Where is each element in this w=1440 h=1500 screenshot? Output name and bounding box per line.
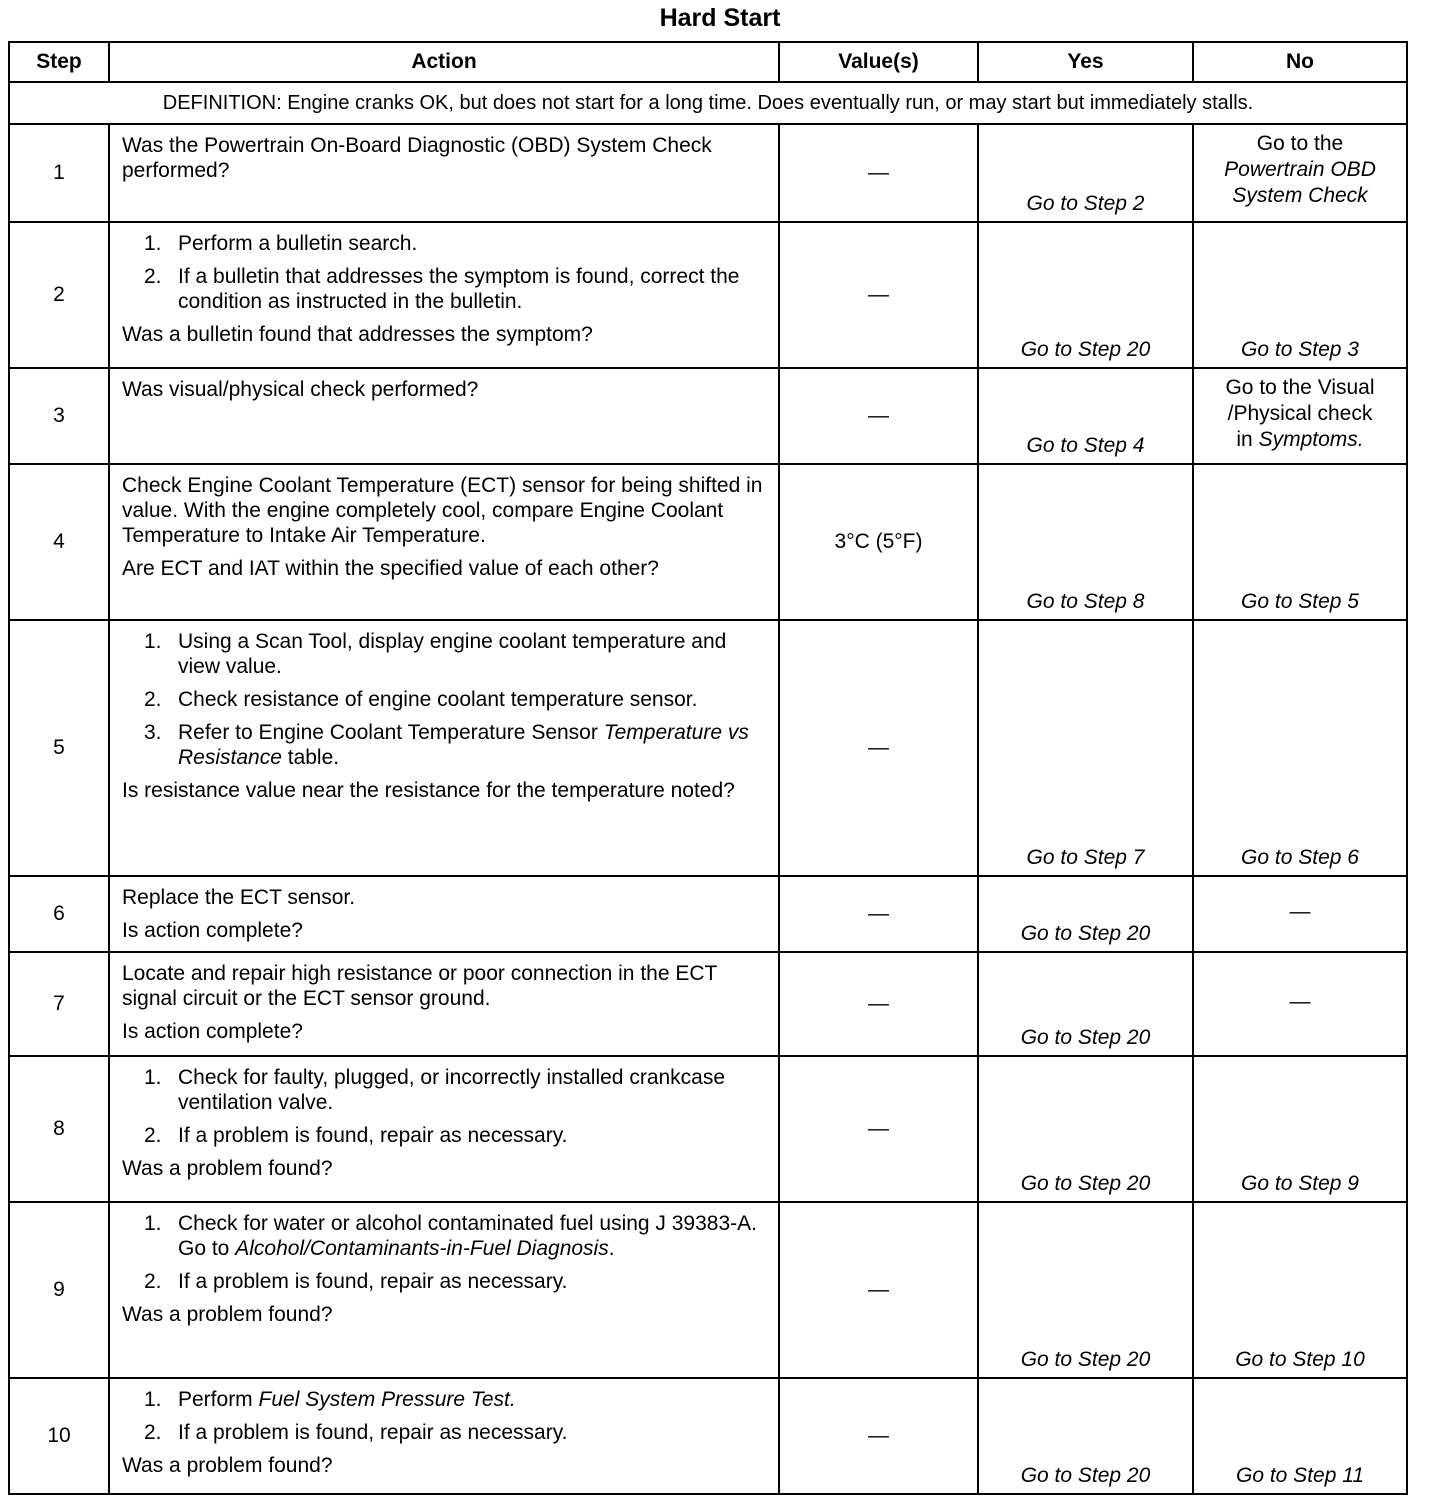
question: Was a bulletin found that addresses the symptom? xyxy=(122,323,593,346)
action-cell xyxy=(109,620,779,876)
value-cell: — xyxy=(779,620,978,876)
header-yes: Yes xyxy=(978,42,1193,82)
no-cell: Go to Step 9 xyxy=(1193,1056,1407,1202)
step-number: 10 xyxy=(9,1378,109,1494)
yes-cell: Go to Step 20 xyxy=(978,876,1193,952)
question: Is action complete? xyxy=(122,1020,303,1043)
table-row xyxy=(9,124,1407,222)
question: Was a problem found? xyxy=(122,1157,333,1180)
no-cell: Go to Step 11 xyxy=(1193,1378,1407,1494)
header-no: No xyxy=(1193,42,1407,82)
table-row xyxy=(9,368,1407,464)
no-cell: Go to Step 3 xyxy=(1193,222,1407,368)
table-row xyxy=(9,1202,1407,1378)
step-number: 7 xyxy=(9,952,109,1056)
question: Is resistance value near the resistance for the temperature noted? xyxy=(122,779,735,802)
no-cell: — xyxy=(1193,876,1407,952)
step-number: 3 xyxy=(9,368,109,464)
action-cell xyxy=(109,464,779,620)
no-cell: Go to Step 10 xyxy=(1193,1202,1407,1378)
value-cell: — xyxy=(779,222,978,368)
action-cell xyxy=(109,1202,779,1378)
list-item: 1. Perform Fuel System Pressure Test. xyxy=(144,1388,516,1411)
question: Was a problem found? xyxy=(122,1303,333,1326)
header-action: Action xyxy=(109,42,779,82)
list-item: 1. Perform a bulletin search. xyxy=(144,232,418,255)
yes-cell: Go to Step 2 xyxy=(978,124,1193,222)
step-number: 9 xyxy=(9,1202,109,1378)
step-number: 5 xyxy=(9,620,109,876)
yes-cell: Go to Step 20 xyxy=(978,952,1193,1056)
question: Was a problem found? xyxy=(122,1454,333,1477)
table-row xyxy=(9,876,1407,952)
diagnostic-table xyxy=(8,41,1408,1495)
value-cell: 3°C (5°F) xyxy=(779,464,978,620)
list-item: 2. If a problem is found, repair as necessary. xyxy=(144,1124,568,1147)
table-row xyxy=(9,620,1407,876)
header-step: Step xyxy=(9,42,109,82)
action-cell xyxy=(109,952,779,1056)
value-cell: — xyxy=(779,368,978,464)
action-text: Locate and repair high resistance or poor connection in the ECT signal circuit or the ECT sensor ground. xyxy=(122,962,717,1010)
step-number: 1 xyxy=(9,124,109,222)
list-item: 2. Check resistance of engine coolant temperature sensor. xyxy=(144,688,698,711)
action-cell xyxy=(109,1056,779,1202)
table-row xyxy=(9,1056,1407,1202)
header-row xyxy=(9,42,1407,82)
yes-cell: Go to Step 4 xyxy=(978,368,1193,464)
no-cell: Go to Step 6 xyxy=(1193,620,1407,876)
value-cell: — xyxy=(779,124,978,222)
no-line xyxy=(1194,183,1406,209)
action-text: Check Engine Coolant Temperature (ECT) sensor for being shifted in value. With the engine completely cool, compare Engine Coolant Temperature to Intake Air Temperature. xyxy=(122,474,763,547)
value-cell: — xyxy=(779,952,978,1056)
yes-cell: Go to Step 8 xyxy=(978,464,1193,620)
value-cell: — xyxy=(779,1378,978,1494)
action-text: Was visual/physical check performed? xyxy=(122,378,479,401)
table-row xyxy=(9,1378,1407,1494)
action-text: Replace the ECT sensor. xyxy=(122,886,356,909)
list-item: 1. Using a Scan Tool, display engine coolant temperature and view value. xyxy=(144,630,727,678)
no-cell xyxy=(1193,124,1407,222)
no-line: in Symptoms. xyxy=(1236,428,1364,451)
yes-cell: Go to Step 20 xyxy=(978,1202,1193,1378)
list-item: 2. If a problem is found, repair as necessary. xyxy=(144,1421,568,1444)
step-number: 8 xyxy=(9,1056,109,1202)
no-line: Go to the xyxy=(1256,132,1344,155)
list-item: 1. Check for water or alcohol contaminated fuel using J 39383-A. Go to Alcohol/Contaminants-in-Fuel Diagnosis. xyxy=(144,1212,757,1260)
no-cell: — xyxy=(1193,952,1407,1056)
definition: DEFINITION: Engine cranks OK, but does not start for a long time. Does eventually run, or may start but immediately stalls. xyxy=(9,82,1407,124)
no-line: /Physical check xyxy=(1227,402,1373,425)
value-cell: — xyxy=(779,876,978,952)
definition-row xyxy=(9,82,1407,124)
list-item: 2. If a bulletin that addresses the symptom is found, correct the condition as instructed in the bulletin. xyxy=(144,265,740,313)
value-cell: — xyxy=(779,1056,978,1202)
page-title: Hard Start xyxy=(659,4,781,32)
no-line: Go to the Visual xyxy=(1225,376,1375,399)
table-row xyxy=(9,952,1407,1056)
table-row xyxy=(9,464,1407,620)
no-line-italic: Powertrain OBD xyxy=(1224,158,1376,181)
action-cell xyxy=(109,1378,779,1494)
value-cell: — xyxy=(779,1202,978,1378)
table-row xyxy=(9,222,1407,368)
question: Is action complete? xyxy=(122,919,303,942)
no-line-italic: System Check xyxy=(1232,184,1368,207)
yes-cell: Go to Step 20 xyxy=(978,1378,1193,1494)
no-cell: Go to Step 5 xyxy=(1193,464,1407,620)
yes-cell: Go to Step 20 xyxy=(978,222,1193,368)
action-text: Was the Powertrain On-Board Diagnostic (OBD) System Check performed? xyxy=(122,134,712,182)
list-item: 1. Check for faulty, plugged, or incorrectly installed crankcase ventilation valve. xyxy=(144,1066,726,1114)
step-number: 4 xyxy=(9,464,109,620)
no-line-italic: Symptoms. xyxy=(1258,428,1364,451)
yes-cell: Go to Step 7 xyxy=(978,620,1193,876)
list-item: 3. Refer to Engine Coolant Temperature Sensor Temperature vs Resistance table. xyxy=(144,721,749,769)
step-number: 6 xyxy=(9,876,109,952)
no-cell xyxy=(1193,368,1407,464)
action-cell xyxy=(109,222,779,368)
yes-cell: Go to Step 20 xyxy=(978,1056,1193,1202)
action-cell xyxy=(109,368,779,464)
step-number: 2 xyxy=(9,222,109,368)
action-cell xyxy=(109,124,779,222)
no-line xyxy=(1194,157,1406,183)
action-cell xyxy=(109,876,779,952)
question: Are ECT and IAT within the specified value of each other? xyxy=(122,557,659,580)
list-item: 2. If a problem is found, repair as necessary. xyxy=(144,1270,568,1293)
header-values: Value(s) xyxy=(779,42,978,82)
